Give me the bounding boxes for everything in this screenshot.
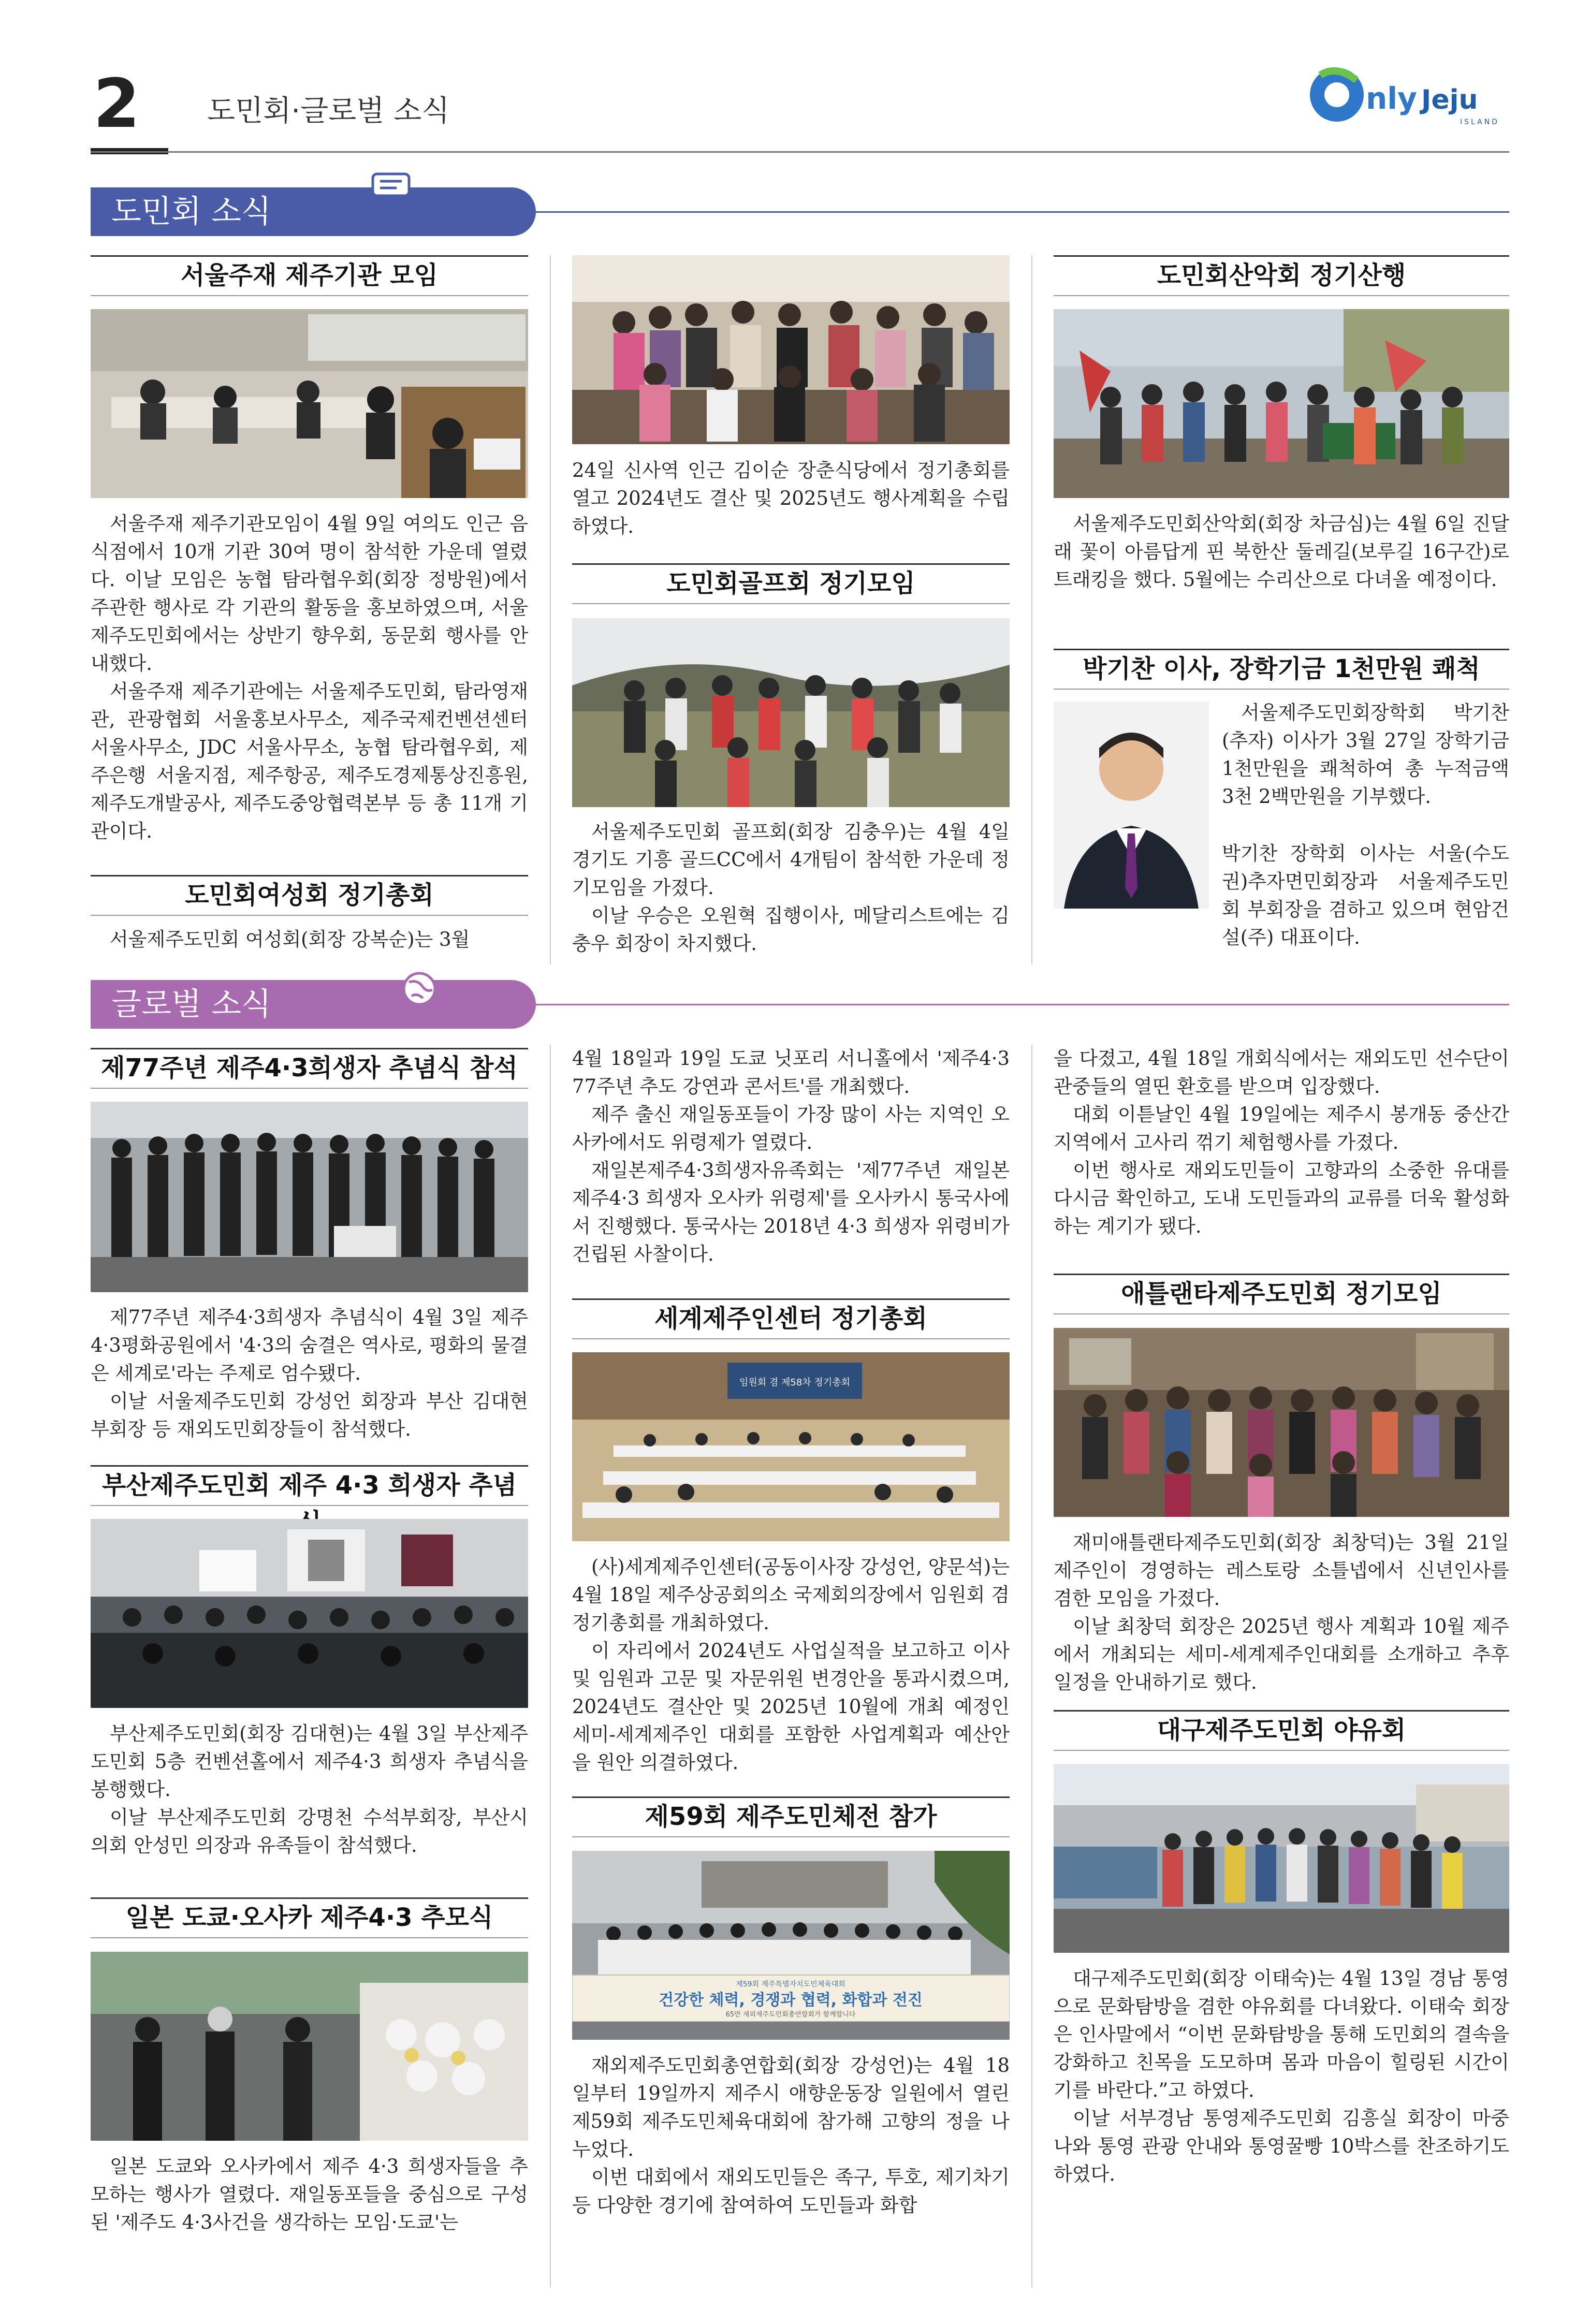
paragraph: 서울주재 제주기관모임이 4월 9일 여의도 인근 음식점에서 10개 기관 30여 명이 참석한 가운데 열렸다. 이날 모임은 농협 탐라협우회(회장 정방원)에서 주관한 행사로 각 기관의 활동을 홍보하였으며, 서울제주도민회에서는 상반기 향우회, 동문회 행사를 안내했다. [91,513,528,675]
sports-text-cont [1054,1045,1509,1240]
paragraph: 이번 행사로 재외도민들이 고향과의 소중한 유대를 다시금 확인하고, 도내 도민들과의 교류를 더욱 활성화하는 계기가 됐다. [1054,1159,1509,1237]
paragraph: 부산제주도민회(회장 김대현)는 4월 3일 부산제주도민회 5층 컨벤션홀에서 제주4·3 희생자 추념식을 봉행했다. [91,1722,528,1801]
sports-festival-photo [572,1851,1010,2040]
paragraph: 재외제주도민회총연합회(회장 강성언)는 4월 18일부터 19일까지 제주시 애향운동장 일원에서 열린 제59회 제주도민체육대회에 참가해 고향의 정을 나누었다. [572,2054,1010,2160]
paragraph: 제77주년 제주4·3희생자 추념식이 4월 3일 제주4·3평화공원에서 '4·3의 숨결은 역사로, 평화의 물결은 세계로'라는 주제로 엄수됐다. [91,1306,528,1384]
paragraph: 재일본제주4·3희생자유족회는 '제77주년 재일본 제주4·3 희생자 오사카 위령제'를 오사카시 통국사에서 진행했다. 통국사는 2018년 4·3 희생자 위령비가 건립된 사찰이다. [572,1159,1010,1265]
column-divider [1031,1045,1032,2287]
golf-text [572,818,1010,958]
seoul-meeting-text [91,510,528,845]
paragraph: 제주 출신 재일동포들이 가장 많이 사는 지역인 오사카에서도 위령제가 열렸다. [572,1103,1010,1153]
header-divider [91,151,1509,153]
article-title: 제77주년 제주4·3희생자 추념식 참석 [91,1048,528,1089]
article-title: 도민회골프회 정기모임 [572,563,1010,604]
section-rule-domin [536,211,1509,213]
article-title: 애틀랜타제주도민회 정기모임 [1054,1274,1509,1314]
only-jeju-logo [1305,60,1507,132]
section-rule-global [536,1004,1509,1005]
paragraph: 이 자리에서 2024년도 사업실적을 보고하고 이사 및 임원과 고문 및 자문위원 변경안을 통과시켰으며, 2024년도 결산안 및 2025년 10월에 개최 예정인 세미-세계제주인 대회를 포함한 사업계획과 예산안을 원안 의결하였다. [572,1640,1010,1774]
sports-banner-text: 건강한 체력, 경쟁과 협력, 화합과 전진 [659,1991,923,2009]
hiking-text [1054,510,1509,594]
article-title: 도민회산악회 정기산행 [1054,255,1509,296]
scholarship-text [1222,699,1509,811]
svg-text:ISLAND: ISLAND [1460,118,1499,126]
world-center-text [572,1553,1010,1777]
meeting-screen-text: 임원회 겸 제58차 정기총회 [739,1377,850,1388]
seoul-meeting-photo [91,309,528,498]
article-title: 대구제주도민회 야유회 [1054,1710,1509,1751]
svg-text:Jeju: Jeju [1421,84,1478,115]
column-divider [550,255,551,964]
women-group-photo [572,255,1010,444]
sports-banner-top: 제59회 제주특별자치도민체육대회 [736,1980,845,1989]
column-divider [1031,255,1032,964]
article-title: 서울주재 제주기관 모임 [91,255,528,296]
svg-text:nly: nly [1366,81,1417,116]
page-number: 2 [93,64,140,143]
portrait-photo [1054,701,1209,909]
memorial-ceremony-photo [91,1102,528,1292]
golf-group-photo [572,618,1010,807]
daegu-text [1054,1965,1509,2188]
paragraph: 이날 최창덕 회장은 2025년 행사 계획과 10월 제주에서 개최되는 세미-세계제주인대회를 소개하고 추후 일정을 안내하기로 했다. [1054,1615,1509,1693]
article-title: 부산제주도민회 제주 4·3 희생자 추념 [91,1465,528,1506]
japan-memorial-photo [91,1952,528,2141]
page-section-title: 도민회·글로벌 소식 [207,94,450,128]
world-center-meeting-photo [572,1352,1010,1541]
busan-text [91,1720,528,1860]
women-text-cont [572,457,1010,540]
busan-memorial-photo [91,1519,528,1708]
meeting-people-icon [357,171,425,238]
column-divider [550,1045,551,2287]
paragraph: 서울제주도민회 골프회(회장 김충우)는 4월 4일 경기도 기흥 골드CC에서 4개팀이 참석한 가운데 정기모임을 가졌다. [572,821,1010,899]
women-text [91,926,528,954]
section-banner-domin: 도민회 소식 [91,187,536,236]
paragraph: 이날 우승은 오원혁 집행이사, 메달리스트에는 김충우 회장이 차지했다. [572,904,1010,955]
paragraph: (사)세계제주인센터(공동이사장 강성언, 양문석)는 4월 18일 제주상공회의소 국제회의장에서 임원회 겸 정기총회를 개최하였다. [572,1556,1010,1634]
paragraph: 서울주재 제주기관에는 서울제주도민회, 탐라영재관, 관광협회 서울홍보사무소, 제주국제컨벤션센터 서울사무소, JDC 서울사무소, 농협 탐라협우회, 제주은행 서울지점, 제주항공, 제주도경제통상진흥원, 제주도개발공사, 제주도중앙협력본부 등 총 11개 기관이다. [91,680,528,842]
article-title: 도민회여성회 정기총회 [91,875,528,916]
paragraph: 서울제주도민회산악회(회장 차금심)는 4월 6일 진달래 꽃이 아름답게 핀 북한산 둘레길(보루길 16구간)로 트래킹을 했다. 5월에는 수리산으로 다녀올 예정이다. [1054,513,1509,591]
paragraph: 24일 신사역 인근 김이순 장춘식당에서 정기총회를 열고 2024년도 결산 및 2025년도 행사계획을 수립하였다. [572,459,1010,537]
paragraph: 박기찬 장학회 이사는 서울(수도권)추자면민회장과 서울제주도민회 부회장을 겸하고 있으며 현암건설(주) 대표이다. [1222,842,1509,948]
atlanta-group-photo [1054,1328,1509,1517]
paragraph: 이날 부산제주도민회 강명천 수석부회장, 부산시의회 안성민 의장과 유족들이 참석했다. [91,1806,528,1857]
daegu-outing-photo [1054,1764,1509,1953]
paragraph: 이날 서부경남 통영제주도민회 김흥실 회장이 마중 나와 통영 관광 안내와 통영꿀빵 10박스를 찬조하기도 하였다. [1054,2107,1509,2185]
japan-text [91,2153,528,2237]
memorial77-text [91,1304,528,1443]
sports-banner-sub: 65만 재외제주도민회총연합회가 함께합니다 [725,2011,856,2019]
article-title: 제59회 제주도민체전 참가 [572,1796,1010,1837]
paragraph: 재미애틀랜타제주도민회(회장 최창덕)는 3월 21일 제주인이 경영하는 레스토랑 소틀넵에서 신년인사를 겸한 모임을 가졌다. [1054,1531,1509,1610]
section-banner-global: 글로벌 소식 [91,980,536,1029]
japan-text-cont [572,1045,1010,1268]
paragraph: 일본 도쿄와 오사카에서 제주 4·3 희생자들을 추모하는 행사가 열렸다. 재일동포들을 중심으로 구성된 '제주도 4·3사건을 생각하는 모임·도쿄'는 [91,2155,528,2233]
hiking-group-photo [1054,309,1509,498]
paragraph: 대회 이튿날인 4월 19일에는 제주시 봉개동 중산간 지역에서 고사리 꺾기 체험행사를 가졌다. [1054,1103,1509,1153]
paragraph: 4월 18일과 19일 도쿄 닛포리 서니홀에서 '제주4·3 77주년 추도 강연과 콘서트'를 개최했다. [572,1047,1010,1098]
article-title: 세계제주인센터 정기총회 [572,1298,1010,1339]
sports-text [572,2052,1010,2219]
paragraph: 서울제주도민회장학회 박기찬(추자) 이사가 3월 27일 장학기금 1천만원을 쾌척하여 총 누적금액 3천 2백만원을 기부했다. [1222,701,1509,808]
article-title: 박기찬 이사, 장학기금 1천만원 쾌척 [1054,649,1509,690]
paragraph: 서울제주도민회 여성회(회장 강복순)는 3월 [110,928,470,951]
paragraph: 이번 대회에서 재외도민들은 족구, 투호, 제기차기 등 다양한 경기에 참여하여 도민들과 화합 [572,2166,1010,2216]
paragraph: 이날 서울제주도민회 강성언 회장과 부산 김대현 부회장 등 재외도민회장들이 참석했다. [91,1390,528,1440]
scholarship-text-2 [1222,840,1509,952]
globe-hands-icon [386,964,453,1031]
atlanta-text [1054,1529,1509,1697]
article-title: 일본 도쿄·오사카 제주4·3 추모식 [91,1897,528,1938]
paragraph: 대구제주도민회(회장 이태숙)는 4월 13일 경남 통영으로 문화탐방을 겸한 야유회를 다녀왔다. 이태숙 회장은 인사말에서 “이번 문화탐방을 통해 도민회의 결속을 강화하고 친목을 도모하며 몸과 마음이 힐링된 시간이기를 바란다.”고 하였다. [1054,1967,1509,2101]
paragraph: 을 다졌고, 4월 18일 개회식에서는 재외도민 선수단이 관중들의 열띤 환호를 받으며 입장했다. [1054,1047,1509,1098]
